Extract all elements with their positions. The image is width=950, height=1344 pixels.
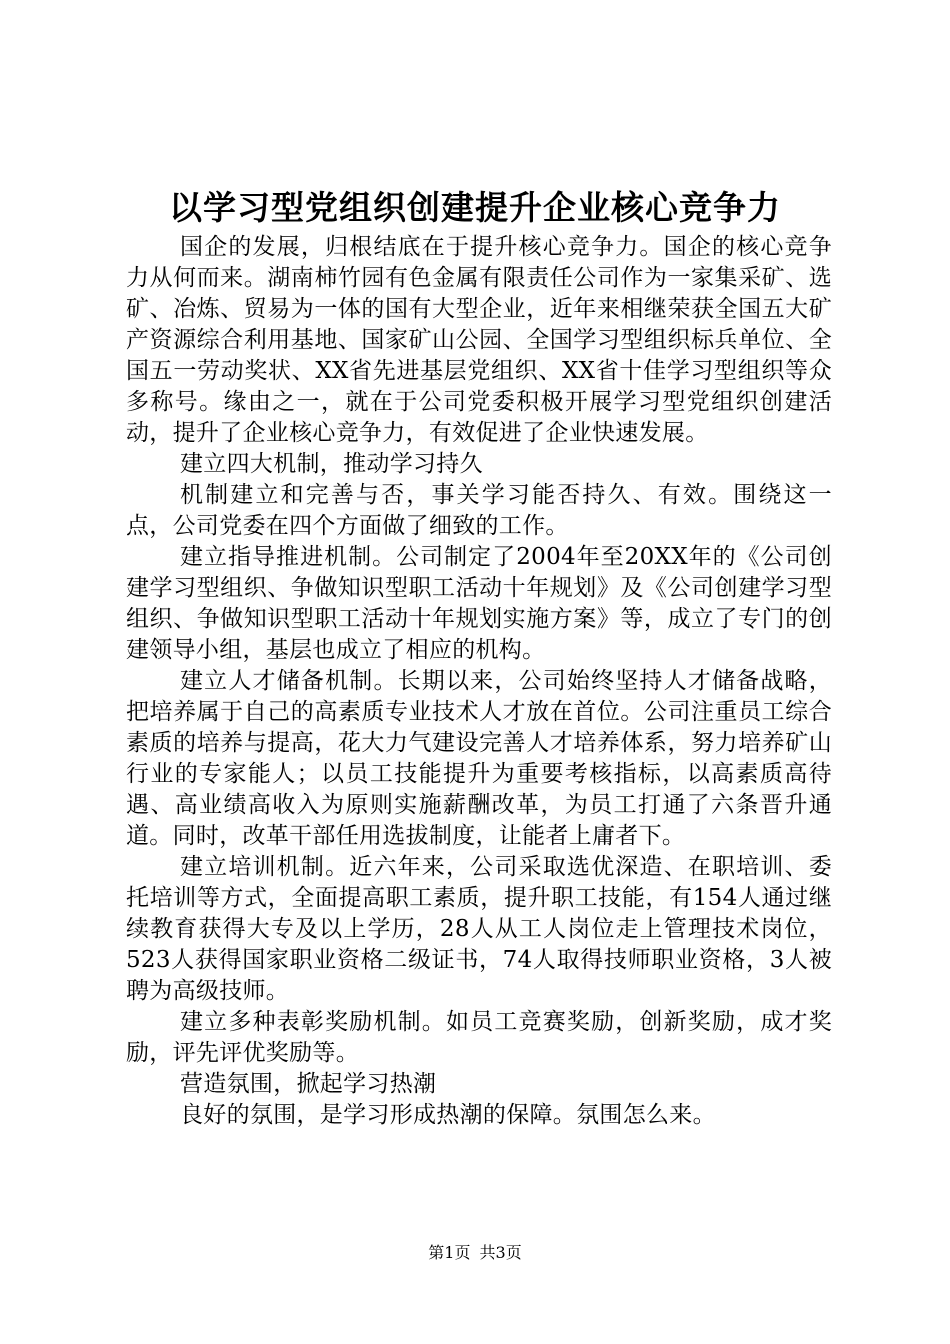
- page-footer: [0, 1241, 950, 1265]
- page-number-current: 第1页: [428, 1243, 471, 1262]
- document-title: 以学习型党组织创建提升企业核心竞争力: [169, 188, 781, 227]
- page-number-total: 共3页: [479, 1243, 522, 1262]
- section-heading-atmosphere: 营造氛围，掀起学习热潮: [180, 1071, 437, 1097]
- paragraph-atmosphere: 良好的氛围，是学习形成热潮的保障。氛围怎么来。: [180, 1102, 716, 1128]
- paragraph-talent-mechanism: 建立人才储备机制。长期以来，公司始终坚持人才储备战略，把培养属于自己的高素质专业技术人才放在首位。公司注重员工综合素质的培养与提高，花大力气建设完善人才培养体系，努力培养矿山行业的专家能人；以员工技能提升为重要考核指标，以高素质高待遇、高业绩高收入为原则实施薪酬改革，为员工打通了六条晋升通道。同时，改革干部任用选拔制度，让能者上庸者下。: [126, 668, 832, 849]
- paragraph-training-mechanism: 建立培训机制。近六年来，公司采取选优深造、在职培训、委托培训等方式，全面提高职工素质，提升职工技能，有154人通过继续教育获得大专及以上学历，28人从工人岗位走上管理技术岗位，523人获得国家职业资格二级证书，74人取得技师职业资格，3人被聘为高级技师。: [126, 854, 832, 1004]
- document-body: [126, 232, 832, 1131]
- section-heading-mechanisms: 建立四大机制，推动学习持久: [180, 451, 483, 477]
- paragraph-guidance-mechanism: 建立指导推进机制。公司制定了2004年至20XX年的《公司创建学习型组织、争做知识型职工活动十年规划》及《公司创建学习型组织、争做知识型职工活动十年规划实施方案》等，成立了专门的创建领导小组，基层也成立了相应的机构。: [126, 544, 832, 663]
- paragraph-intro: 国企的发展，归根结底在于提升核心竞争力。国企的核心竞争力从何而来。湖南柿竹园有色金属有限责任公司作为一家集采矿、选矿、冶炼、贸易为一体的国有大型企业，近年来相继荣获全国五大矿产资源综合利用基地、国家矿山公园、全国学习型组织标兵单位、全国五一劳动奖状、XX省先进基层党组织、XX省十佳学习型组织等众多称号。缘由之一，就在于公司党委积极开展学习型党组织创建活动，提升了企业核心竞争力，有效促进了企业快速发展。: [126, 234, 832, 446]
- paragraph-mechanisms-overview: 机制建立和完善与否，事关学习能否持久、有效。围绕这一点，公司党委在四个方面做了细致的工作。: [126, 482, 832, 539]
- paragraph-reward-mechanism: 建立多种表彰奖励机制。如员工竞赛奖励，创新奖励，成才奖励，评先评优奖励等。: [126, 1009, 832, 1066]
